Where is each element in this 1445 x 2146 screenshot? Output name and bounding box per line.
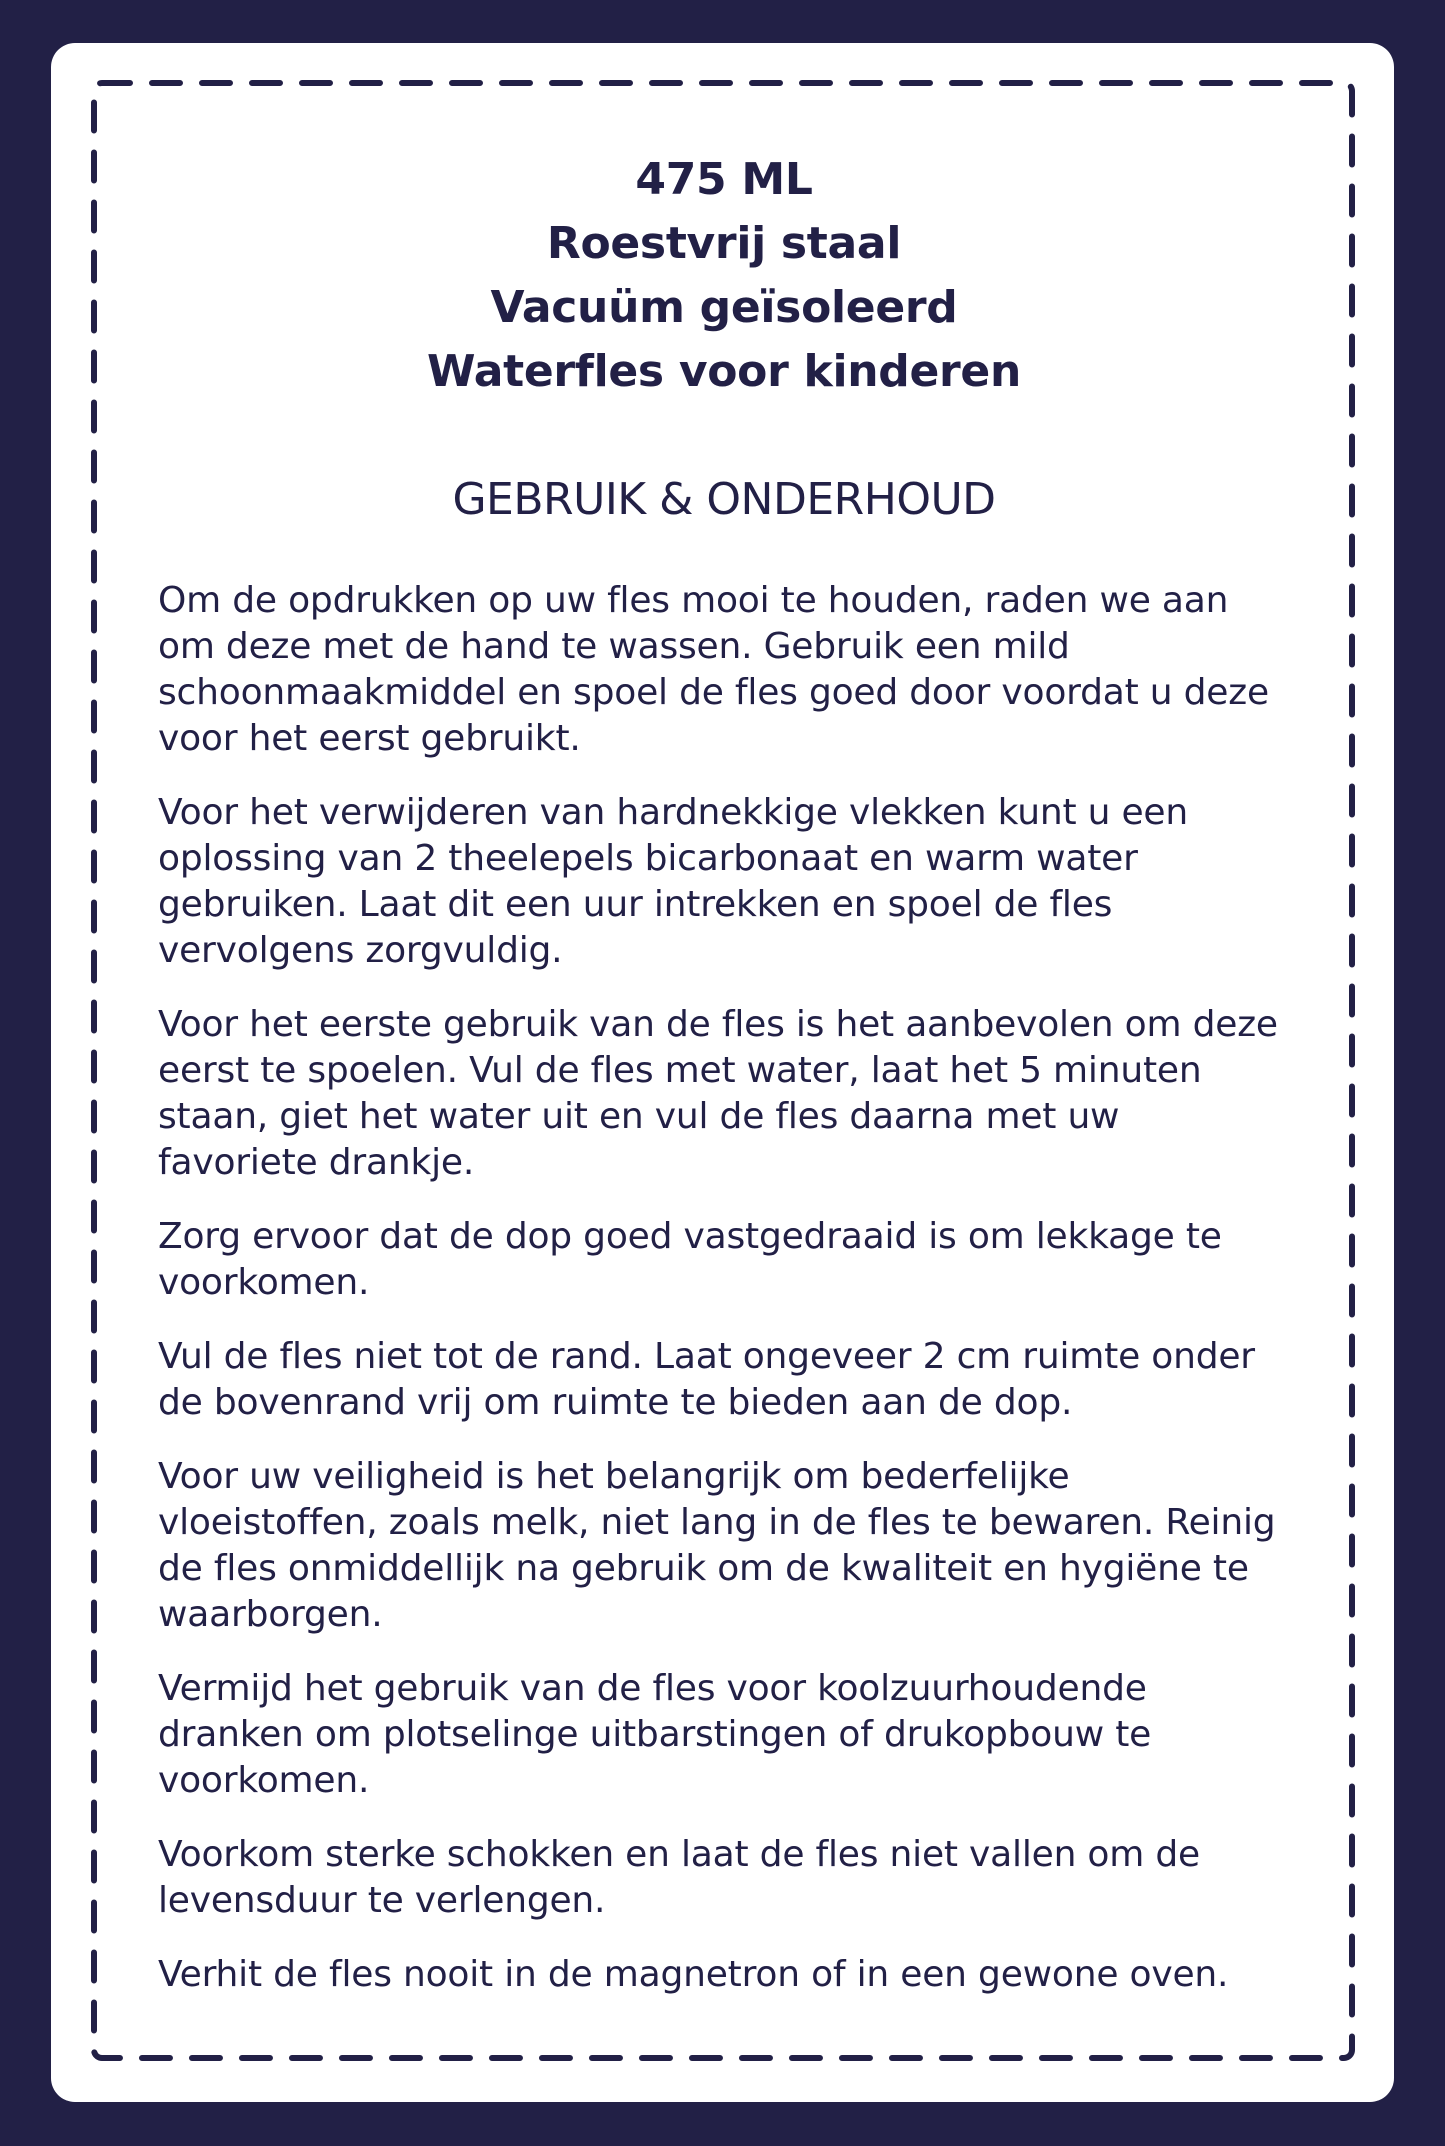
instruction-paragraph: Vermijd het gebruik van de fles voor koolzuurhoudende dranken om plotselinge uitbarstingen of drukopbouw te voorkomen. (158, 1668, 1152, 1801)
instruction-paragraph: Verhit de fles nooit in de magnetron of in een gewone oven. (158, 1954, 1229, 1995)
instruction-paragraph: Voorkom sterke schokken en laat de fles niet vallen om de levensduur te verlengen. (158, 1834, 1200, 1921)
title-product: Waterfles voor kinderen (427, 346, 1021, 397)
instruction-paragraph: Voor het verwijderen van hardnekkige vlekken kunt u een oplossing van 2 theelepels bicarbonaat en warm water gebruiken. Laat dit een uur intrekken en spoel de fles vervolgens zorgvuldig. (158, 792, 1188, 971)
instruction-paragraph: Om de opdrukken op uw fles mooi te houden, raden we aan om deze met de hand te wassen. Gebruik een mild schoonmaakmiddel en spoel de fles goed door voordat u deze voor het eerst gebruikt. (158, 580, 1269, 759)
instruction-paragraph: Vul de fles niet tot de rand. Laat ongeveer 2 cm ruimte onder de bovenrand vrij om ruimte te bieden aan de dop. (158, 1336, 1255, 1423)
product-title (158, 148, 1290, 404)
title-insulation: Vacuüm geïsoleerd (490, 282, 958, 333)
instruction-paragraph: Voor uw veiligheid is het belangrijk om bederfelijke vloeistoffen, zoals melk, niet lang in de fles te bewaren. Reinig de fles onmiddellijk na gebruik om de kwaliteit en hygiëne te waarborgen. (158, 1456, 1276, 1635)
title-capacity: 475 ML (635, 154, 813, 205)
section-heading: GEBRUIK & ONDERHOUD (452, 474, 996, 525)
title-material: Roestvrij staal (546, 218, 902, 269)
label-content (158, 148, 1290, 2026)
instruction-paragraph: Voor het eerste gebruik van de fles is het aanbevolen om deze eerst te spoelen. Vul de fles met water, laat het 5 minuten staan, giet het water uit en vul de fles daarna met uw favoriete drankje. (158, 1004, 1278, 1183)
instruction-paragraph: Zorg ervoor dat de dop goed vastgedraaid is om lekkage te voorkomen. (158, 1216, 1222, 1303)
